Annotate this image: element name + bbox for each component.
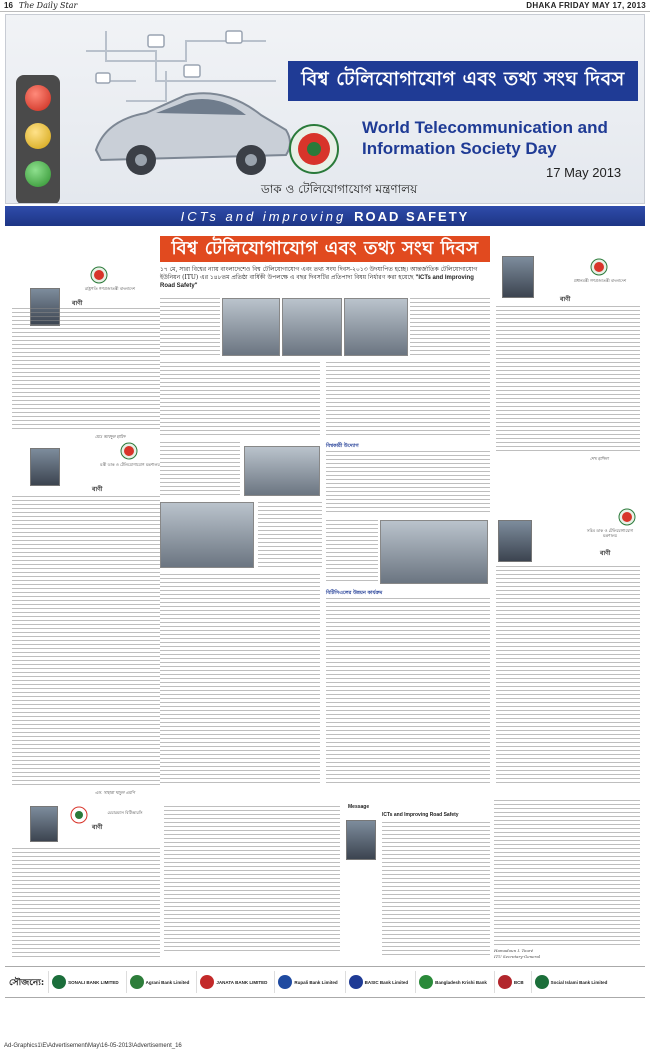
ceremony-photo-3 [344,298,408,356]
banner-bangla-title: বিশ্ব টেলিযোগাযোগ এবং তথ্য সংঘ দিবস [288,61,638,101]
right-msg-2-title: বাণী [600,550,611,557]
file-path-footer: Ad-Graphics1\E\Advertisement\May\16-05-2013\Advertisement_16 [4,1043,182,1049]
section-heading-2: বিটিসিএলের উন্নয়ন কার্যক্রম [326,590,383,596]
bank-logo-icon [349,975,363,989]
sponsor-bcb [494,971,527,993]
sponsor-rupali [274,971,340,993]
emblem-icon [120,442,138,460]
sponsor-name: BASIC Bank Limited [364,979,409,985]
bank-logo-icon [200,975,214,989]
sponsor-name: Social Islami Bank Limited [550,979,608,985]
sponsor-name: Bangladesh Krishi Bank [435,979,487,985]
bottom-left-body [12,848,160,958]
yellow-light-icon [25,123,51,149]
bank-logo-icon [498,975,512,989]
center-body-d [326,362,490,438]
right-msg-1-role: প্রধানমন্ত্রী গণপ্রজাতন্ত্রী বাংলাদেশ [573,278,627,283]
secretary-photo [498,520,532,562]
banner-english-title: World Telecommunication and Information Society Day [362,118,608,158]
center-intro-text: ১৭ মে, সারা বিশ্বের ন্যায় বাংলাদেশেও বিশ্ব টেলিযোগাযোগ এবং তথ্য সংঘ দিবস-২০১৩ উদযাপিত হচ্ছে। আন্তর্জাতিক টেলিযোগাযোগ ইউনিয়ন (ITU) এর ১৪৮তম প্রতিষ্ঠা বার্ষিকী উপলক্ষে এ বছর দিবসটির প্রতিপাদ্য বিষয় নির্ধারণ করা হয়েছে [160,266,478,281]
bank-logo-icon [535,975,549,989]
right-msg-1-signature: শেখ হাসিনা [590,456,609,461]
ceremony-photo-5 [160,502,254,568]
bank-logo-icon [130,975,144,989]
ceremony-photo-4 [244,446,320,496]
center-intro-theme: "ICTs and Improving Road Safety" [160,275,474,289]
center-body-g [258,502,322,568]
sponsor-social-islami [531,971,611,993]
minister-photo [30,448,60,486]
itu-secretary-general-photo [346,820,376,860]
sponsor-name: Rupali Bank Limited [294,979,338,985]
bottom-left-role: চেয়ারম্যান বিটিআরসি [107,810,143,815]
center-title: বিশ্ব টেলিযোগাযোগ এবং তথ্য সংঘ দিবস [160,236,490,262]
left-msg-2-signature: এড. সাহারা খাতুন এমপি [95,790,135,795]
left-msg-2-body [12,496,160,786]
sponsor-janata [196,971,270,993]
left-msg-1-title: বাণী [72,300,83,307]
sponsor-label: সৌজন্যে: [9,977,45,988]
sponsor-strip [5,966,645,998]
ministry-name: ডাক ও টেলিযোগাযোগ মন্ত্রণালয় [261,182,418,196]
emblem-icon [590,258,608,276]
right-msg-1-body [496,306,640,452]
dateline: DHAKA FRIDAY MAY 17, 2013 [526,1,646,10]
ceremony-photo-2 [282,298,342,356]
center-body-e [160,442,240,498]
btrc-logo-icon [70,806,88,824]
left-msg-1-signature: মোঃ আবদুল হামিদ [95,434,126,439]
itu-author: Hamadoun I. Touré [494,948,534,953]
emblem-icon [90,266,108,284]
left-msg-2-role: মন্ত্রী ডাক ও টেলিযোগাযোগ মন্ত্রণালয় [100,462,160,467]
itu-message-subtitle: ICTs and Improving Road Safety [382,812,459,818]
center-body-c [160,362,320,438]
itu-org: ITU Secretary-General [494,954,541,959]
theme-part-2: ROAD SAFETY [354,208,470,224]
center-body-i [160,574,320,784]
bottom-middle-body [164,806,340,952]
center-body-f [326,451,490,515]
sponsor-basic [345,971,412,993]
sponsor-name: JANATA BANK LIMITED [216,979,268,985]
right-msg-1-title: বাণী [560,296,571,303]
emblem-icon [618,508,636,526]
center-body-h [326,520,378,584]
right-msg-2-role: সচিব ডাক ও টেলিযোগাযোগ মন্ত্রণালয় [586,528,634,538]
sponsor-krishi [415,971,490,993]
car-illustration [86,75,296,185]
page-number: 16 [4,1,13,10]
government-emblem-icon [288,123,340,175]
ceremony-photo-1 [222,298,280,356]
center-body-a [160,298,220,356]
left-msg-1-role: রাষ্ট্রপতি গণপ্রজাতন্ত্রী বাংলাদেশ [84,286,136,291]
itu-message-body-1 [382,822,490,956]
prime-minister-photo [502,256,534,298]
banner-date: 17 May 2013 [546,165,622,180]
sponsor-name: BCB [513,979,524,985]
ceremony-photo-6 [380,520,488,584]
sponsor-agrani [126,971,193,993]
green-light-icon [25,161,51,187]
section-heading-1: বিশ্বকারী উদ্যোগ [326,443,359,449]
center-body-j [326,598,490,784]
page-header-strip [0,0,650,12]
traffic-light-graphic [16,75,60,204]
newspaper-name: The Daily Star [18,1,78,10]
left-msg-1-body [12,308,160,430]
sponsor-name: Agrani Bank Limited [145,979,190,985]
sponsor-name: SONALI BANK LIMITED [68,979,119,985]
red-light-icon [25,85,51,111]
bank-logo-icon [52,975,66,989]
sponsor-sonali [48,971,122,993]
btrc-chairman-photo [30,806,58,842]
bottom-left-title: বাণী [92,824,103,831]
header-banner [5,14,645,204]
itu-message-heading: Message [348,804,370,810]
center-intro [160,266,490,290]
right-msg-2-body [496,566,640,786]
theme-part-1: ICTs and improving [180,208,347,224]
theme-bar [5,206,645,226]
itu-message-body-2 [494,800,640,946]
left-msg-2-title: বাণী [92,486,103,493]
bank-logo-icon [419,975,433,989]
center-body-b [410,298,490,356]
bank-logo-icon [278,975,292,989]
